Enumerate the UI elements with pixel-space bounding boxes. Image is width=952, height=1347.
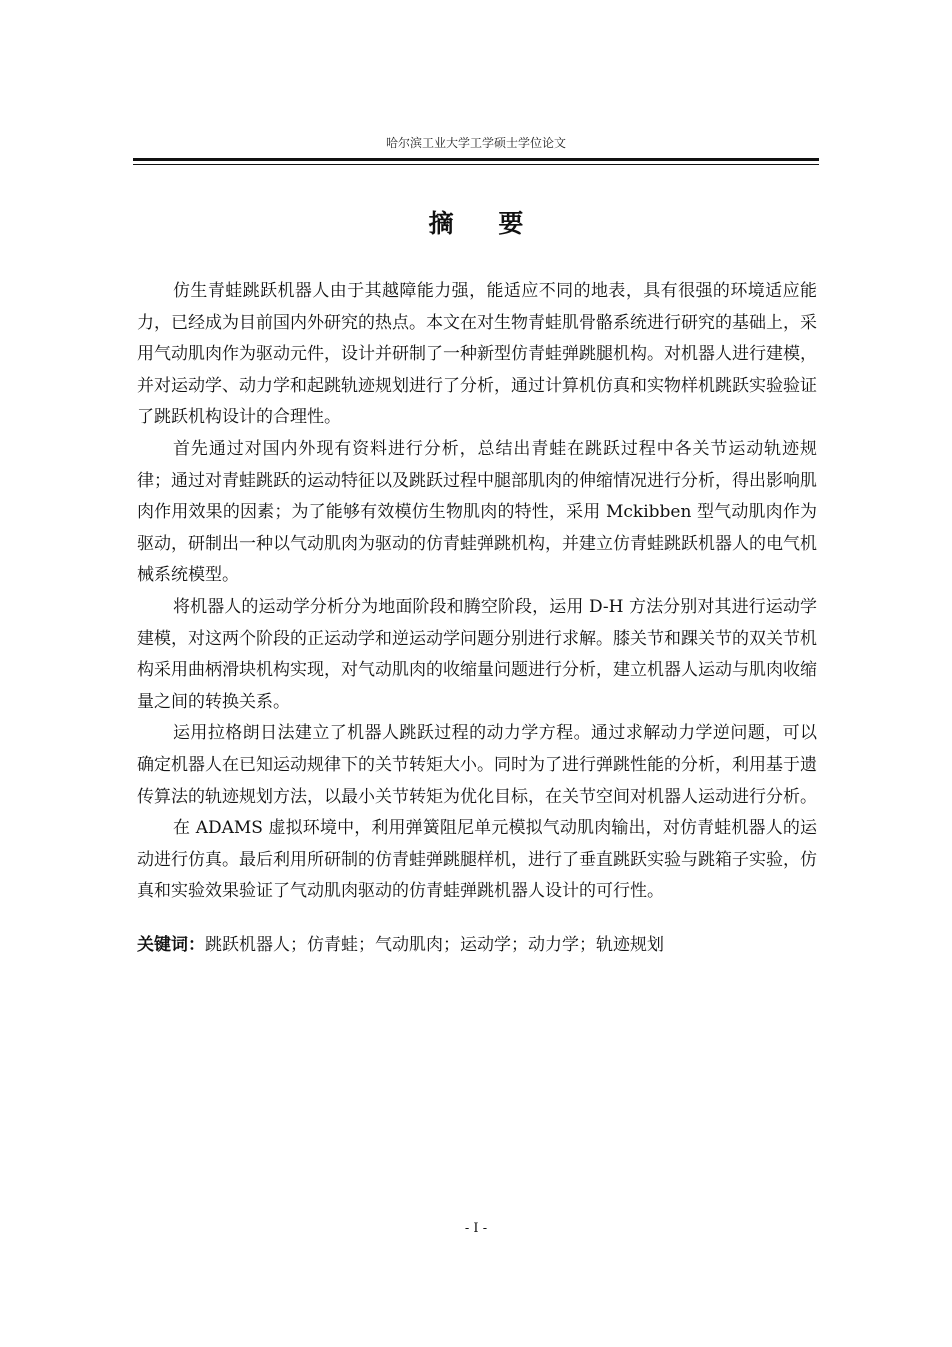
abstract-paragraph-5: 在 ADAMS 虚拟环境中，利用弹簧阻尼单元模拟气动肌肉输出，对仿青蛙机器人的运动进行仿真。最后利用所研制的仿青蛙弹跳腿样机，进行了垂直跳跃实验与跳箱子实验，仿真和实验效果验证了气动肌肉驱动的仿青蛙弹跳机器人设计的可行性。: [137, 818, 817, 902]
page-number: - I -: [464, 1221, 488, 1236]
abstract-paragraph-4: 运用拉格朗日法建立了机器人跳跃过程的动力学方程。通过求解动力学逆问题，可以确定机器人在已知运动规律下的关节转矩大小。同时为了进行弹跳性能的分析，利用基于遗传算法的轨迹规划方法，以最小关节转矩为优化目标，在关节空间对机器人运动进行分析。: [137, 723, 817, 807]
keywords-label: 关键词：: [137, 935, 205, 955]
abstract-paragraph-1: 仿生青蛙跳跃机器人由于其越障能力强，能适应不同的地表，具有很强的环境适应能力，已经成为目前国内外研究的热点。本文在对生物青蛙肌骨骼系统进行研究的基础上，采用气动肌肉作为驱动元件，设计并研制了一种新型仿青蛙弹跳腿机构。对机器人进行建模，并对运动学、动力学和起跳轨迹规划进行了分析，通过计算机仿真和实物样机跳跃实验验证了跳跃机构设计的合理性。: [137, 281, 817, 428]
abstract-paragraph-3: 将机器人的运动学分析分为地面阶段和腾空阶段，运用 D-H 方法分别对其进行运动学建模，对这两个阶段的正运动学和逆运动学问题分别进行求解。膝关节和踝关节的双关节机构采用曲柄滑块机构实现，对气动肌肉的收缩量问题进行分析，建立机器人运动与肌肉收缩量之间的转换关系。: [137, 596, 817, 712]
abstract-paragraph-2: 首先通过对国内外现有资料进行分析，总结出青蛙在跳跃过程中各关节运动轨迹规律；通过对青蛙跳跃的运动特征以及跳跃过程中腿部肌肉的伸缩情况进行分析，得出影响肌肉作用效果的因素；为了能够有效模仿生物肌肉的特性，采用 Mckibben 型气动肌肉作为驱动，研制出一种以气动肌肉为驱动的仿青蛙弹跳机构，并建立仿青蛙跳跃机器人的电气机械系统模型。: [137, 438, 817, 586]
keywords-line: [137, 930, 817, 961]
page-title: 摘 要: [428, 209, 542, 238]
running-header: 哈尔滨工业大学工学硕士学位论文: [385, 136, 566, 150]
abstract-body: [137, 276, 817, 908]
header-rule-thin: [133, 164, 819, 165]
keywords-text: 跳跃机器人；仿青蛙；气动肌肉；运动学；动力学；轨迹规划: [205, 935, 664, 955]
header-rule-thick: [133, 158, 819, 161]
